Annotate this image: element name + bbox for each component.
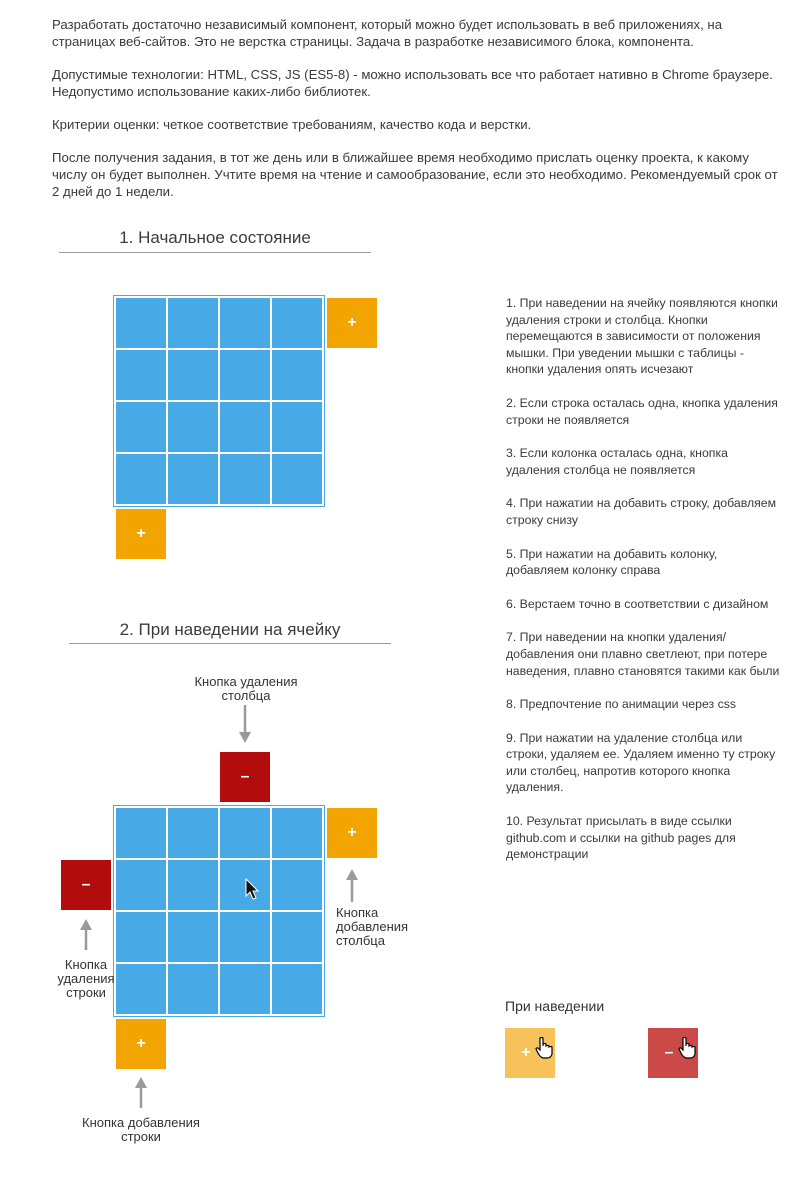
intro-paragraph: Критерии оценки: четкое соответствие требованиям, качество кода и верстки. — [52, 117, 532, 132]
delete-column-button[interactable]: – — [220, 752, 270, 802]
requirement-item: 8. Предпочтение по анимации через css — [506, 697, 737, 712]
table-cell[interactable] — [220, 808, 270, 858]
add-symbol: + — [521, 1044, 531, 1061]
label-line: Кнопка удаления — [194, 674, 298, 689]
add-column-button[interactable]: + — [327, 298, 377, 348]
section1-title: 1. Начальное состояние — [119, 228, 311, 247]
delete-row-label — [30, 958, 142, 1000]
table-cell[interactable] — [168, 808, 218, 858]
requirements-list — [506, 295, 781, 880]
table-cell[interactable] — [168, 860, 218, 910]
table-cell[interactable] — [220, 964, 270, 1014]
requirement-item: 6. Верстаем точно в соответствии с дизайном — [506, 596, 769, 611]
label-line: Кнопка добавления — [82, 1115, 200, 1130]
requirement-item: 4. При нажатии на добавить строку, добавляем строку снизу — [506, 496, 777, 527]
delete-row-button[interactable]: – — [61, 860, 111, 910]
add-row-button[interactable]: + — [116, 1019, 166, 1069]
requirement-item: 1. При наведении на ячейку появляются кнопки удаления строки и столбца. Кнопки перемещаются в зависимости от положения мышки. При уведении мышки с таблицы - кнопки удаления опять исчезают — [506, 296, 778, 377]
arrow-head — [135, 1077, 147, 1088]
add-row-label — [56, 1116, 226, 1144]
table-cell[interactable] — [168, 912, 218, 962]
label-line: столбца — [336, 933, 385, 948]
label-line: столбца — [221, 688, 271, 703]
table-cell[interactable] — [116, 860, 166, 910]
requirement-item: 3. Если колонка осталась одна, кнопка удаления столбца не появляется — [506, 446, 728, 477]
label-line: Кнопка — [64, 957, 108, 972]
requirement-item: 5. При нажатии на добавить колонку, добавляем колонку справа — [506, 546, 718, 578]
arrow-head — [346, 869, 358, 880]
label-line: строки — [66, 985, 106, 1000]
intro-paragraph: Разработать достаточно независимый компонент, который можно будет использовать в веб приложениях, на страницах веб-сайтов. Это не верстка страницы. Задача в разработке независимого блока, компонента. — [52, 17, 723, 49]
table-cell[interactable] — [272, 808, 322, 858]
add-row-button[interactable]: + — [116, 509, 166, 559]
arrow-head — [239, 732, 251, 743]
hand-pointer-icon — [678, 1036, 698, 1060]
table-cell[interactable] — [220, 912, 270, 962]
hover-demo-title: При наведении — [505, 998, 605, 1014]
section2-title: 2. При наведении на ячейку — [119, 620, 341, 639]
table-cell[interactable] — [272, 964, 322, 1014]
intro-paragraph: После получения задания, в тот же день или в ближайшее время необходимо прислать оценку проекта, к какому числу он будет выполнен. Учтите время на чтение и самообразование, если это необходимо. Рекомендуемый срок от 2 дней до 1 недели. — [52, 150, 778, 199]
delete-symbol: – — [664, 1044, 674, 1061]
table-cell[interactable] — [272, 912, 322, 962]
hover-table — [113, 805, 325, 1017]
table-cell[interactable] — [272, 860, 322, 910]
arrow-head — [80, 919, 92, 930]
requirement-item: 7. При наведении на кнопки удаления/добавления они плавно светлеют, при потере наведения, плавно становятся такими как были — [506, 630, 780, 678]
mouse-pointer-icon — [245, 878, 261, 902]
label-line: Кнопка — [336, 905, 379, 920]
table-cell[interactable] — [168, 964, 218, 1014]
add-column-button[interactable]: + — [327, 808, 377, 858]
requirement-item: 10. Результат присылать в виде ссылки github.com и ссылки на github pages для демонстрации — [506, 814, 736, 862]
label-line: удаления — [57, 971, 115, 986]
requirement-item: 9. При нажатии на удаление столбца или строки, удаляем ее. Удаляем именно ту строку или столбец, напротив которого кнопка удаления. — [506, 730, 776, 795]
label-line: добавления — [336, 919, 409, 934]
table-cell[interactable] — [116, 912, 166, 962]
hand-pointer-icon — [535, 1036, 555, 1060]
requirement-item: 2. Если строка осталась одна, кнопка удаления строки не появляется — [506, 395, 778, 427]
label-line: строки — [121, 1129, 161, 1144]
add-column-label — [336, 906, 436, 948]
intro-paragraph: Допустимые технологии: HTML, CSS, JS (ES5-8) - можно использовать все что работает нативно в Chrome браузере. Недопустимо использование каких-либо библиотек. — [52, 67, 773, 99]
table-cell[interactable] — [116, 808, 166, 858]
